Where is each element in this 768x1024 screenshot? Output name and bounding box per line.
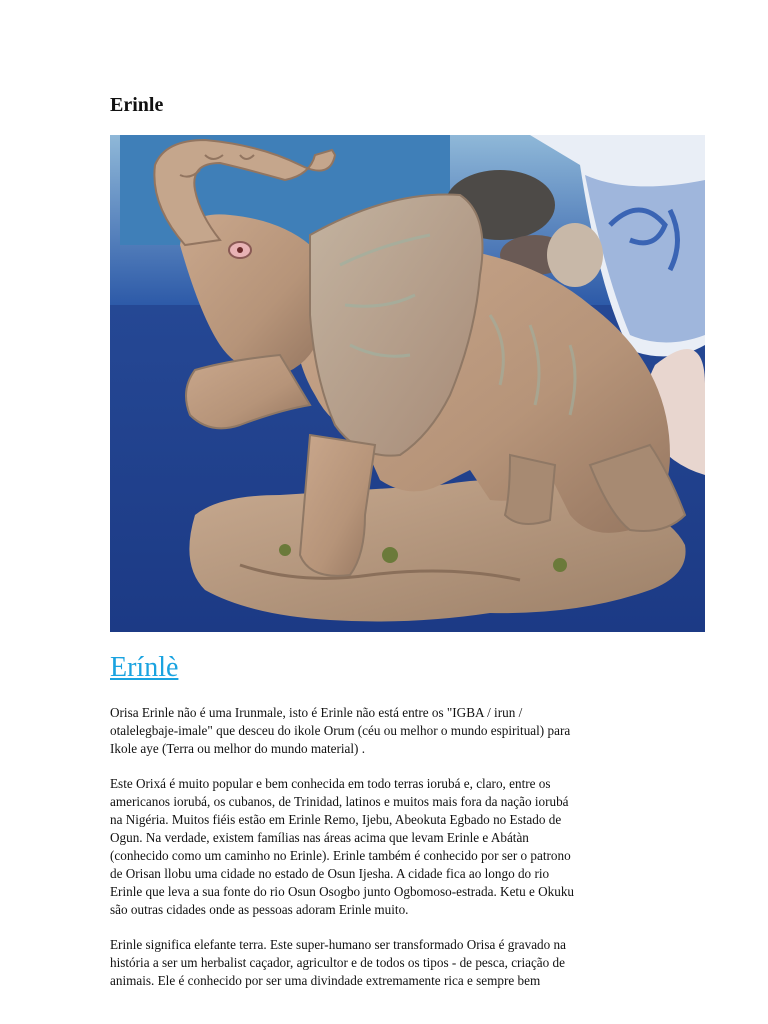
page-title: Erinle: [110, 94, 164, 116]
paragraph-2: Este Orixá é muito popular e bem conhecida em todo terras iorubá e, claro, entre os americanos iorubá, os cubanos, de Trinidad, latinos e muitos mais fora da nação iorubá na Nigéria. Muitos fiéis estão em Erinle Remo, Ijebu, Abeokuta Egbado no Estado de Ogun. Na verdade, existem famílias nas áreas acima que levam Erinle e Abátàn (conhecido como um caminho no Erinle). Erinle também é conhecido por ser o patrono de Orisan llobu uma cidade no estado de Osun Ijesha. A cidade fica ao longo do rio Erinle que leva a sua fonte do rio Osun Osogbo junto Ogbomoso-estrada. Ketu e Okuku são outras cidades onde as pessoas adoram Erinle muito.: [110, 776, 575, 917]
section-heading-link[interactable]: Erínlè: [110, 652, 179, 683]
paragraph-3: Erinle significa elefante terra. Este super-humano ser transformado Orisa é gravado na história a ser um herbalist caçador, agricultor e de todos os tipos - de pesca, criação de animais. Ele é conhecido por ser uma divindade extremamente rica e sempre bem: [110, 937, 566, 988]
elephant-statue-photo: [110, 135, 705, 632]
paragraph-1: Orisa Erinle não é uma Irunmale, isto é Erinle não está entre os "IGBA / irun / otalelegbaje-imale" que desceu do ikole Orum (céu ou melhor o mundo espiritual) para Ikole aye (Terra ou melhor do mundo material) .: [110, 705, 571, 756]
elephant-statue-icon: [110, 135, 705, 632]
